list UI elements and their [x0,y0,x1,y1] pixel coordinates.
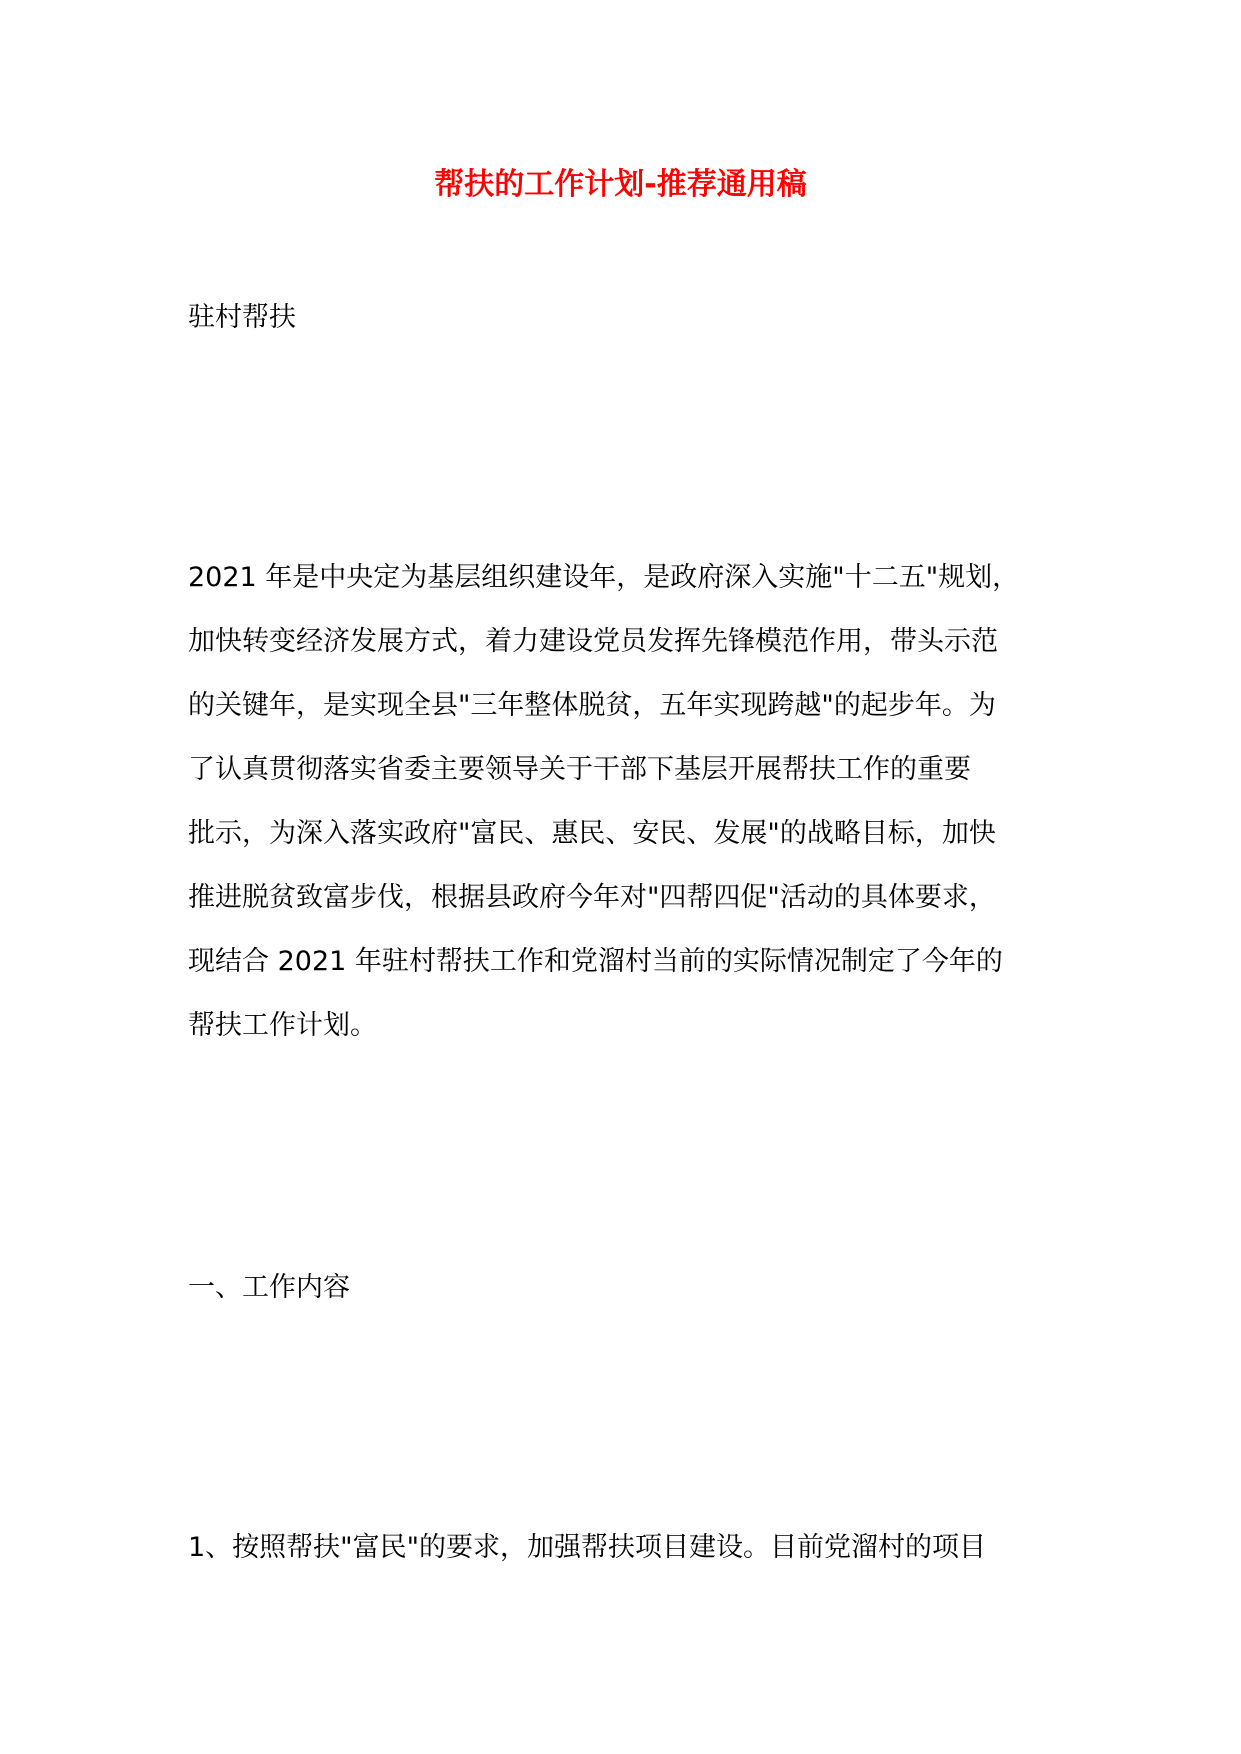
paragraph-line: 加快转变经济发展方式，着力建设党员发挥先锋模范作用，带头示范 [188,626,998,657]
paragraph-line: 推进脱贫致富步伐，根据县政府今年对"四帮四促"活动的具体要求， [188,882,996,913]
subheading: 驻村帮扶 [188,302,296,333]
section-heading: 一、工作内容 [188,1272,350,1303]
paragraph-line: 批示，为深入落实政府"富民、惠民、安民、发展"的战略目标，加快 [188,818,996,849]
paragraph-line: 的关键年，是实现全县"三年整体脱贫，五年实现跨越"的起步年。为 [188,690,996,721]
paragraph-line: 了认真贯彻落实省委主要领导关于干部下基层开展帮扶工作的重要 [188,754,971,785]
paragraph-line: 现结合 2021 年驻村帮扶工作和党溜村当前的实际情况制定了今年的 [188,946,1003,977]
document-title: 帮扶的工作计划-推荐通用稿 [434,167,807,202]
paragraph-line: 2021 年是中央定为基层组织建设年，是政府深入实施"十二五"规划， [188,562,1020,593]
paragraph-line: 帮扶工作计划。 [188,1010,377,1041]
list-item: 1、按照帮扶"富民"的要求，加强帮扶项目建设。目前党溜村的项目 [188,1532,987,1563]
